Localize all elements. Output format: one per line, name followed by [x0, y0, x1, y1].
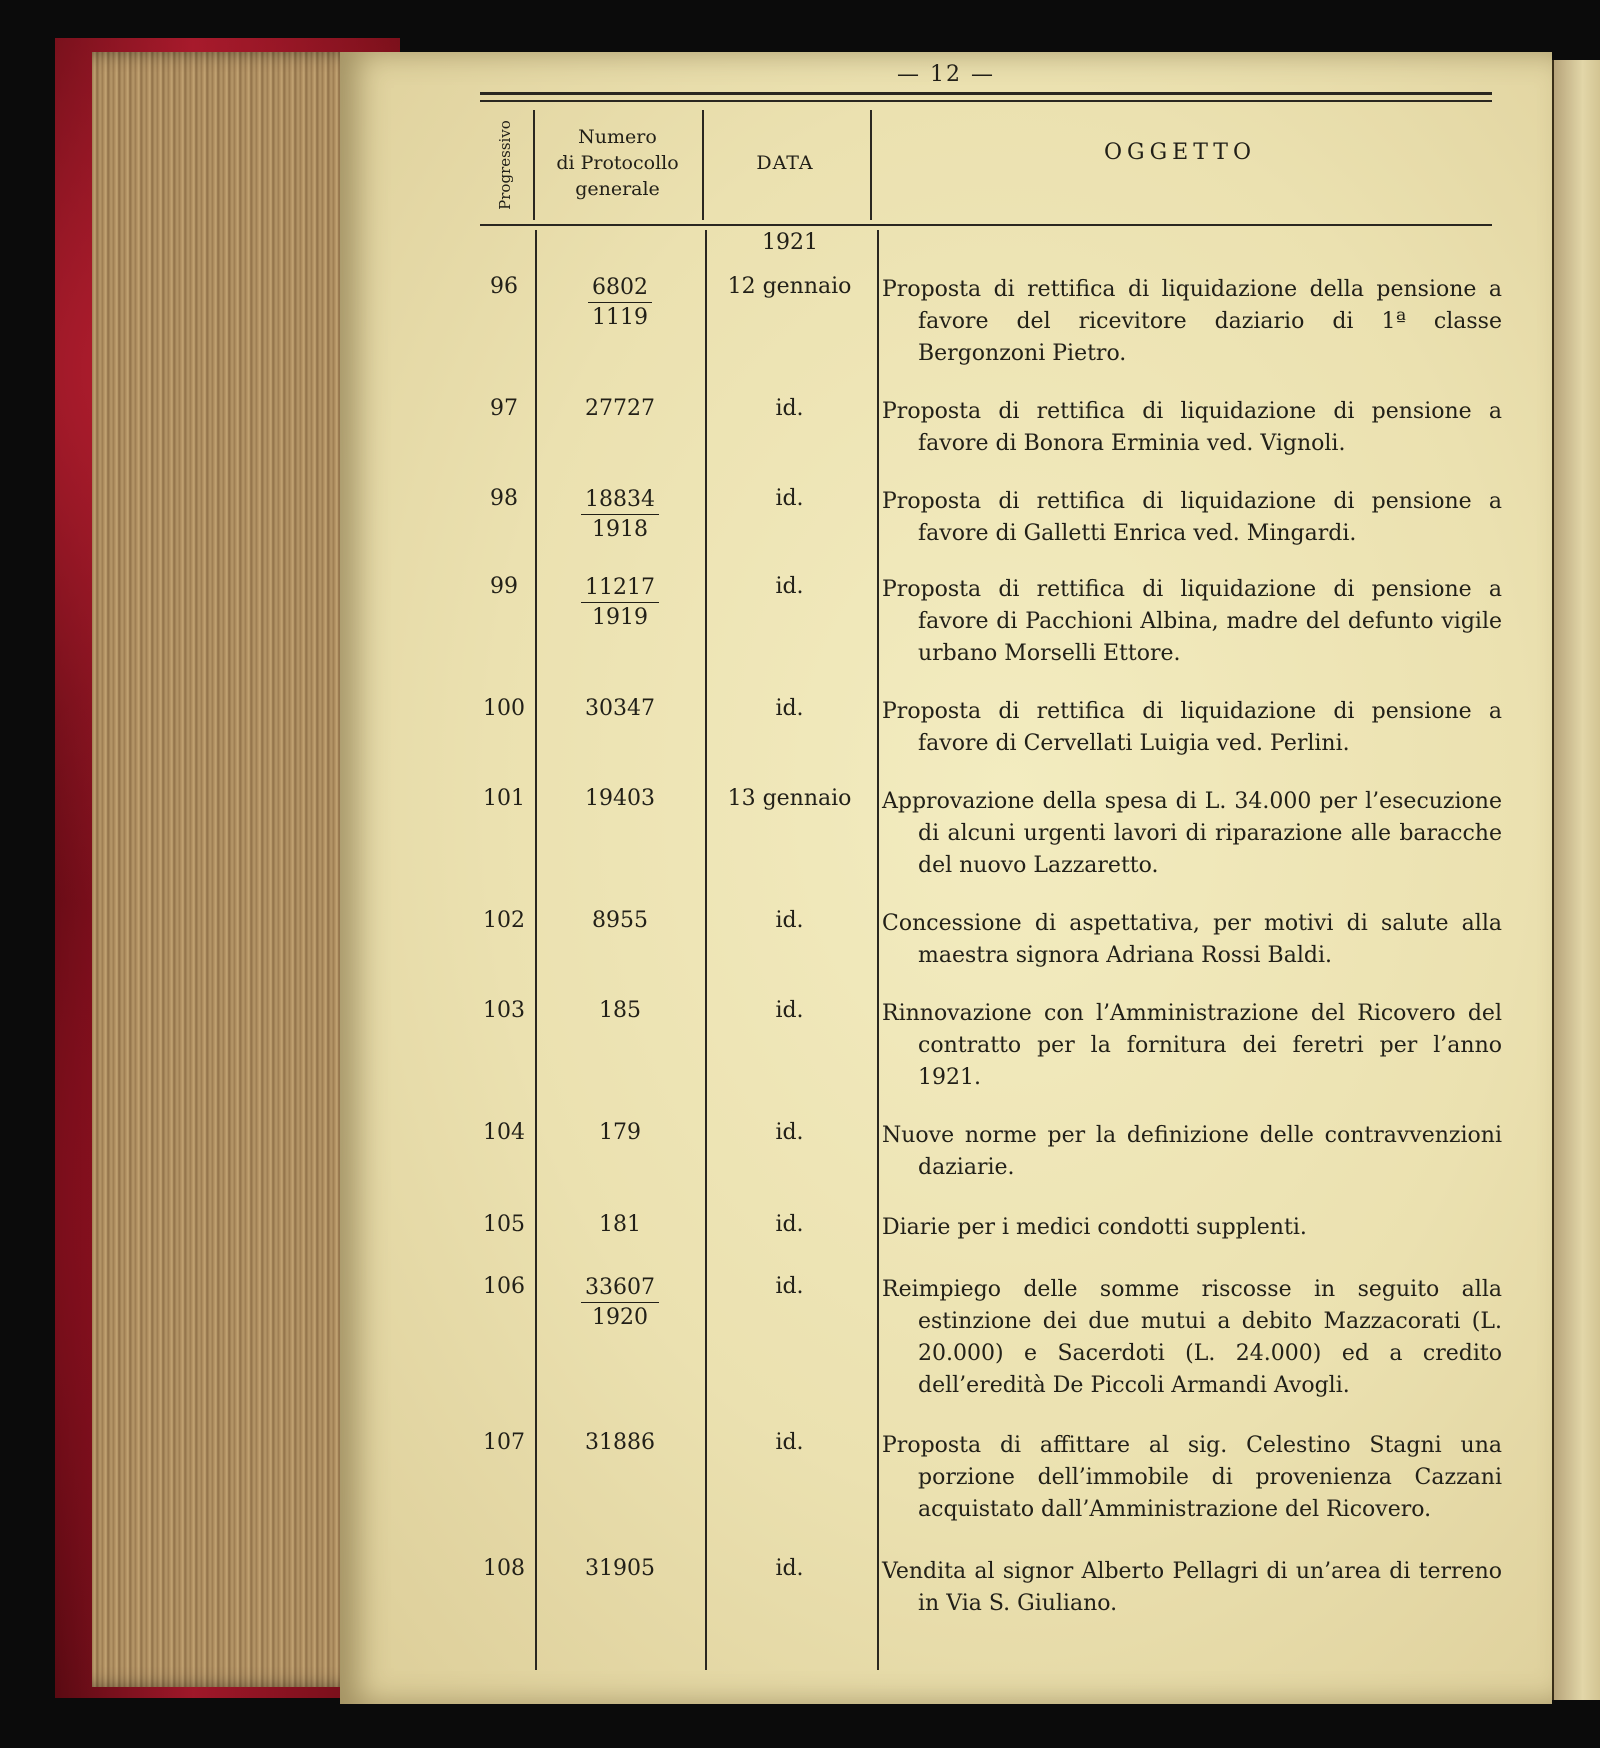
row-date: id. [775, 1556, 804, 1581]
row-subject: Proposta di rettifica di liquidazione di pensione a favore di Bonora Erminia ved. Vignoli. [882, 399, 1502, 456]
protocol-top: 18834 [581, 486, 659, 515]
protocol-number: 181 [599, 1212, 641, 1237]
row-subject: Diarie per i medici condotti supplenti. [882, 1215, 1307, 1240]
top-rule [480, 92, 1492, 95]
row-date: 13 gennaio [727, 786, 852, 811]
protocol-number: 27727 [585, 396, 655, 421]
row-number: 101 [483, 786, 525, 811]
row-number: 107 [483, 1430, 525, 1455]
header-divider [702, 110, 704, 220]
facing-page-edge [1552, 60, 1600, 1700]
protocol-number: 19403 [585, 786, 655, 811]
row-date: id. [775, 574, 804, 599]
header-protocol-line1: Numero [578, 126, 657, 148]
header-progressive-label: Progressivo [496, 120, 514, 210]
protocol-top: 33607 [581, 1274, 659, 1303]
protocol-bottom: 1919 [592, 605, 648, 630]
column-divider [877, 230, 879, 1670]
row-number: 105 [483, 1212, 525, 1237]
row-number: 99 [490, 574, 518, 599]
ledger-page [340, 52, 1552, 1704]
protocol-top: 6802 [588, 274, 652, 303]
year-label: 1921 [762, 230, 818, 255]
protocol-number [540, 1274, 700, 1333]
row-date: id. [775, 1212, 804, 1237]
row-subject: Rinnovazione con l’Amministrazione del Ricovero del contratto per la fornitura dei feretri per l’anno 1921. [882, 1001, 1502, 1090]
column-divider [535, 230, 537, 1670]
top-rule-thin [480, 100, 1492, 102]
header-protocol [535, 124, 700, 202]
row-subject: Vendita al signor Alberto Pellagri di un’area di terreno in Via S. Giuliano. [882, 1559, 1502, 1616]
row-subject: Concessione di aspettativa, per motivi di salute alla maestra signora Adriana Rossi Baldi. [882, 911, 1502, 968]
row-date: 12 gennaio [727, 274, 852, 299]
header-progressive [480, 110, 530, 220]
protocol-bottom: 1119 [592, 305, 648, 330]
protocol-number: 31905 [585, 1556, 655, 1581]
row-number: 108 [483, 1556, 525, 1581]
page-edges [92, 52, 372, 1687]
header-divider [533, 110, 535, 220]
row-number: 103 [483, 998, 525, 1023]
row-date: id. [775, 1274, 804, 1299]
row-subject: Proposta di affittare al sig. Celestino Stagni una porzione dell’immobile di provenienza Cazzani acquistato dall’Amministrazione del Ricovero. [882, 1433, 1502, 1522]
row-subject: Approvazione della spesa di L. 34.000 per l’esecuzione di alcuni urgenti lavori di riparazione alle baracche del nuovo Lazzaretto. [882, 789, 1502, 878]
row-date: id. [775, 396, 804, 421]
protocol-number: 8955 [592, 908, 648, 933]
header-divider [870, 110, 872, 220]
header-date: DATA [756, 152, 814, 174]
row-number: 96 [490, 274, 518, 299]
protocol-number: 31886 [585, 1430, 655, 1455]
row-number: 104 [483, 1120, 525, 1145]
header-subject: OGGETTO [1103, 140, 1257, 165]
row-subject: Proposta di rettifica di liquidazione di pensione a favore di Pacchioni Albina, madre del defunto vigile urbano Morselli Ettore. [882, 577, 1502, 666]
row-number: 97 [490, 396, 518, 421]
row-date: id. [775, 998, 804, 1023]
row-date: id. [775, 486, 804, 511]
row-date: id. [775, 1430, 804, 1455]
protocol-number [540, 274, 700, 333]
header-protocol-line2: di Protocollo [556, 152, 679, 174]
protocol-bottom: 1920 [592, 1305, 648, 1330]
row-number: 100 [483, 696, 525, 721]
page-number: — 12 — [897, 62, 995, 87]
row-subject: Nuove norme per la definizione delle contravvenzioni daziarie. [882, 1123, 1502, 1180]
protocol-number [540, 486, 700, 545]
row-number: 106 [483, 1274, 525, 1299]
protocol-number: 185 [599, 998, 641, 1023]
row-subject: Proposta di rettifica di liquidazione di pensione a favore di Cervellati Luigia ved. Perlini. [882, 699, 1502, 756]
row-date: id. [775, 1120, 804, 1145]
protocol-number: 30347 [585, 696, 655, 721]
row-number: 98 [490, 486, 518, 511]
row-subject: Proposta di rettifica di liquidazione di pensione a favore di Galletti Enrica ved. Mingardi. [882, 489, 1502, 546]
row-subject: Proposta di rettifica di liquidazione della pensione a favore del ricevitore daziario di 1ª classe Bergonzoni Pietro. [882, 277, 1502, 366]
row-date: id. [775, 696, 804, 721]
protocol-number [540, 574, 700, 633]
row-subject: Reimpiego delle somme riscosse in seguito alla estinzione dei due mutui a debito Mazzacorati (L. 20.000) e Sacerdoti (L. 24.000) ed a credito dell’eredità De Piccoli Armandi Avogli. [882, 1277, 1502, 1398]
protocol-number: 179 [599, 1120, 641, 1145]
row-number: 102 [483, 908, 525, 933]
header-protocol-line3: generale [575, 178, 660, 200]
row-date: id. [775, 908, 804, 933]
protocol-top: 11217 [581, 574, 659, 603]
protocol-bottom: 1918 [592, 517, 648, 542]
header-rule [480, 224, 1492, 226]
